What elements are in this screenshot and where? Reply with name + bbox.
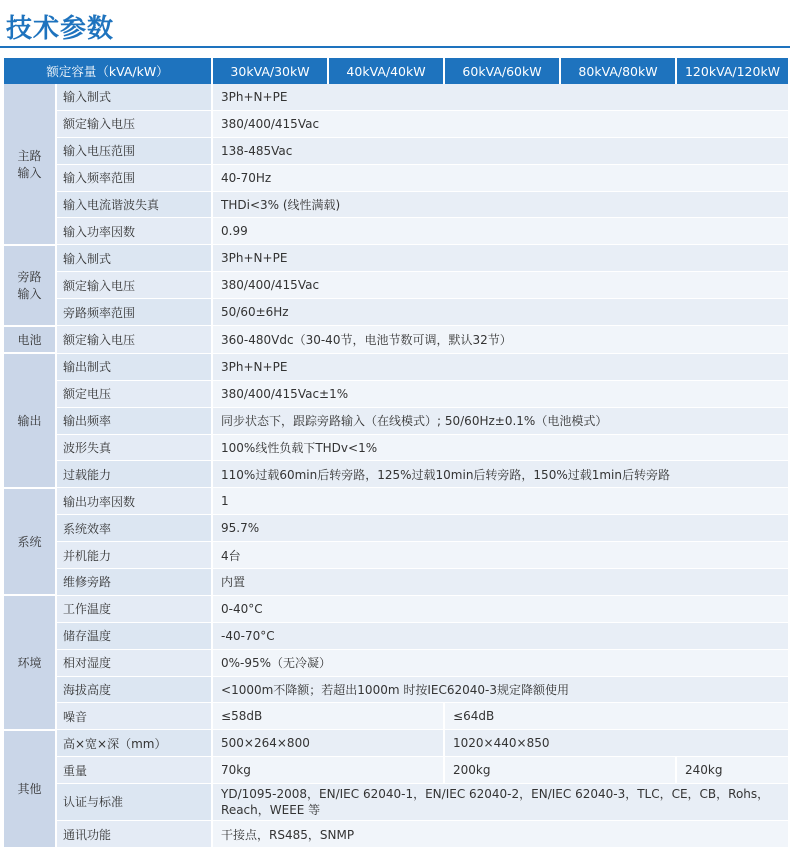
table-row <box>4 191 788 218</box>
table-row <box>4 299 788 326</box>
table-row <box>4 595 788 622</box>
table-row <box>4 569 788 596</box>
title-underline <box>0 46 790 48</box>
param-label: 相对湿度 <box>56 649 212 676</box>
table-row <box>4 622 788 649</box>
param-value: 3Ph+N+PE <box>212 84 788 110</box>
param-value: 95.7% <box>212 515 788 542</box>
table-row <box>4 110 788 137</box>
table-header-row <box>4 58 788 84</box>
table-row <box>4 703 788 730</box>
param-value: 4台 <box>212 542 788 569</box>
table-row <box>4 676 788 703</box>
param-value: 干接点，RS485，SNMP <box>212 821 788 848</box>
param-value: YD/1095-2008，EN/IEC 62040-1，EN/IEC 62040-2，EN/IEC 62040-3，TLC，CE，CB，Rohs，Reach，WEEE 等 <box>212 784 788 821</box>
table-row <box>4 757 788 784</box>
param-value: 1 <box>212 488 788 515</box>
param-label: 认证与标准 <box>56 784 212 821</box>
table-row <box>4 542 788 569</box>
param-value: 138-485Vac <box>212 137 788 164</box>
param-label: 输出制式 <box>56 353 212 380</box>
param-value: 70kg <box>212 757 444 784</box>
param-label: 输入功率因数 <box>56 218 212 245</box>
category-bypass-input <box>4 245 56 326</box>
model-header: 60kVA/60kW <box>444 58 560 84</box>
table-row <box>4 649 788 676</box>
param-value: 1020×440×850 <box>444 730 788 757</box>
param-value: 3Ph+N+PE <box>212 353 788 380</box>
category-environment: 环境 <box>4 595 56 729</box>
param-value: 50/60±6Hz <box>212 299 788 326</box>
table-row <box>4 461 788 488</box>
category-system: 系统 <box>4 488 56 596</box>
table-row <box>4 353 788 380</box>
param-label: 储存温度 <box>56 622 212 649</box>
param-label: 并机能力 <box>56 542 212 569</box>
param-label: 波形失真 <box>56 434 212 461</box>
table-row <box>4 272 788 299</box>
param-value: 110%过载60min后转旁路，125%过载10min后转旁路，150%过载1min后转旁路 <box>212 461 788 488</box>
param-value: 360-480Vdc（30-40节，电池节数可调，默认32节） <box>212 326 788 354</box>
param-label: 噪音 <box>56 703 212 730</box>
model-header: 120kVA/120kW <box>676 58 788 84</box>
param-value: 240kg <box>676 757 788 784</box>
category-output: 输出 <box>4 353 56 487</box>
param-value: 40-70Hz <box>212 164 788 191</box>
table-row <box>4 84 788 110</box>
param-label: 额定输入电压 <box>56 272 212 299</box>
table-row <box>4 434 788 461</box>
page-title: 技术参数 <box>6 14 115 44</box>
table-row <box>4 164 788 191</box>
param-value: THDi<3% (线性满载) <box>212 191 788 218</box>
param-label: 输出频率 <box>56 407 212 434</box>
table-row <box>4 245 788 272</box>
param-value: <1000m不降额；若超出1000m 时按IEC62040-3规定降额使用 <box>212 676 788 703</box>
table-row <box>4 407 788 434</box>
param-value: 380/400/415Vac±1% <box>212 380 788 407</box>
table-row <box>4 515 788 542</box>
param-label: 海拔高度 <box>56 676 212 703</box>
param-value: 200kg <box>444 757 676 784</box>
param-value: 内置 <box>212 569 788 596</box>
param-label: 输入频率范围 <box>56 164 212 191</box>
model-header: 40kVA/40kW <box>328 58 444 84</box>
param-label: 系统效率 <box>56 515 212 542</box>
param-value: ≤64dB <box>444 703 788 730</box>
param-label: 旁路频率范围 <box>56 299 212 326</box>
param-label: 输出功率因数 <box>56 488 212 515</box>
param-label: 额定输入电压 <box>56 326 212 354</box>
model-header: 30kVA/30kW <box>212 58 328 84</box>
category-label: 主路 输入 <box>17 148 42 180</box>
model-header: 80kVA/80kW <box>560 58 676 84</box>
param-value: ≤58dB <box>212 703 444 730</box>
param-label: 维修旁路 <box>56 569 212 596</box>
table-row <box>4 137 788 164</box>
table-row <box>4 218 788 245</box>
category-other: 其他 <box>4 730 56 848</box>
param-label: 输入制式 <box>56 245 212 272</box>
param-label: 输入电压范围 <box>56 137 212 164</box>
param-value: 500×264×800 <box>212 730 444 757</box>
param-label: 高×宽×深（mm） <box>56 730 212 757</box>
param-value: -40-70°C <box>212 622 788 649</box>
param-label: 通讯功能 <box>56 821 212 848</box>
param-value: 同步状态下，跟踪旁路输入（在线模式）; 50/60Hz±0.1%（电池模式） <box>212 407 788 434</box>
table-row <box>4 488 788 515</box>
category-main-input <box>4 84 56 245</box>
param-label: 过载能力 <box>56 461 212 488</box>
table-row <box>4 821 788 848</box>
param-label: 重量 <box>56 757 212 784</box>
table-row <box>4 784 788 821</box>
param-value: 0%-95%（无冷凝） <box>212 649 788 676</box>
table-row <box>4 326 788 354</box>
capacity-header: 额定容量（kVA/kW） <box>4 58 212 84</box>
param-label: 工作温度 <box>56 595 212 622</box>
param-label: 输入制式 <box>56 84 212 110</box>
table-row <box>4 380 788 407</box>
param-value: 0-40°C <box>212 595 788 622</box>
category-battery: 电池 <box>4 326 56 354</box>
spec-table <box>4 58 788 849</box>
param-value: 0.99 <box>212 218 788 245</box>
param-label: 额定电压 <box>56 380 212 407</box>
param-label: 额定输入电压 <box>56 110 212 137</box>
param-label: 输入电流谐波失真 <box>56 191 212 218</box>
param-value: 3Ph+N+PE <box>212 245 788 272</box>
table-row <box>4 730 788 757</box>
param-value: 380/400/415Vac <box>212 110 788 137</box>
category-label: 旁路 输入 <box>17 270 42 302</box>
param-value: 380/400/415Vac <box>212 272 788 299</box>
param-value: 100%线性负载下THDv<1% <box>212 434 788 461</box>
